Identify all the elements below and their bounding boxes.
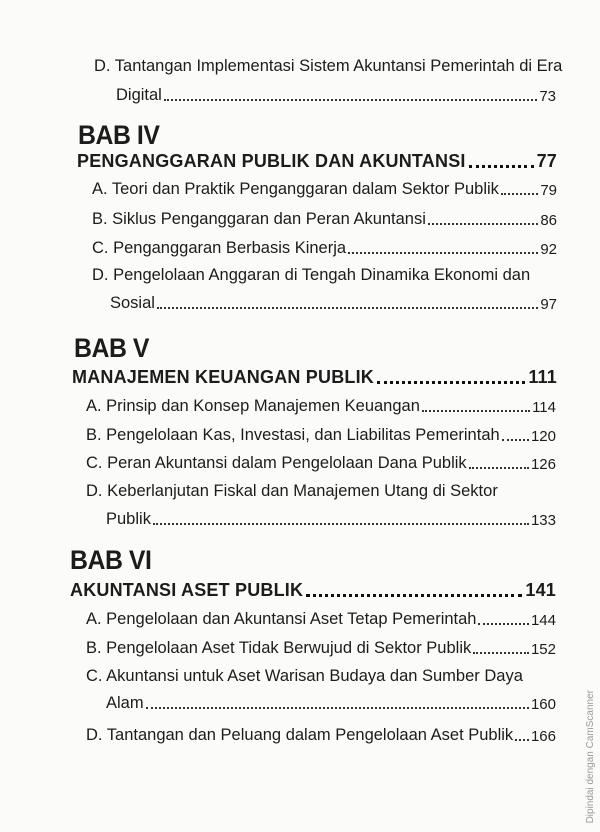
toc-item-bab5-c[interactable] — [86, 454, 556, 473]
dot-leader — [157, 307, 538, 309]
toc-item-bab6-b[interactable] — [86, 639, 556, 658]
dot-leader — [164, 99, 537, 101]
dot-leader — [306, 594, 522, 597]
chapter-title-bab6[interactable] — [70, 580, 556, 601]
page-number: 97 — [540, 296, 557, 313]
toc-item-bab4-d[interactable] — [110, 294, 557, 313]
chapter-heading-bab6: BAB VI — [70, 545, 152, 575]
page-number: 92 — [540, 241, 557, 258]
page-number: 166 — [530, 728, 556, 745]
page-number: 114 — [532, 399, 556, 416]
toc-item-bab4-a[interactable] — [92, 180, 557, 199]
chapter-title: MANAJEMEN KEUANGAN PUBLIK — [72, 367, 375, 387]
dot-leader — [478, 623, 528, 625]
scanner-watermark: Dipindai dengan CamScanner — [585, 690, 596, 824]
toc-item-bab4-b[interactable] — [92, 210, 557, 229]
toc-item-label: D. Tantangan dan Peluang dalam Pengelolaan Aset Publik — [86, 726, 514, 744]
toc-item-label: A. Pengelolaan dan Akuntansi Aset Tetap Pemerintah — [86, 610, 477, 628]
toc-item-label: C. Penganggaran Berbasis Kinerja — [92, 239, 347, 257]
dot-leader — [469, 467, 529, 469]
toc-item-bab6-a[interactable] — [86, 610, 556, 629]
toc-item-bab6-c-line1: C. Akuntansi untuk Aset Warisan Budaya dan Sumber Daya — [86, 667, 523, 685]
toc-item-label: B. Siklus Penganggaran dan Peran Akuntansi — [92, 210, 426, 228]
dot-leader — [348, 252, 538, 254]
toc-item-label: A. Teori dan Praktik Penganggaran dalam Sektor Publik — [92, 180, 499, 198]
toc-item-bab3-d[interactable] — [116, 86, 556, 105]
page-number: 120 — [530, 428, 556, 445]
toc-item-bab5-b[interactable] — [86, 426, 556, 445]
chapter-heading-bab5: BAB V — [74, 333, 149, 363]
toc-item-bab5-d-line1: D. Keberlanjutan Fiskal dan Manajemen Utang di Sektor — [86, 482, 498, 500]
toc-item-bab4-c[interactable] — [92, 239, 557, 258]
page-number: 77 — [536, 151, 557, 171]
chapter-heading-bab4: BAB IV — [78, 120, 160, 150]
dot-leader — [377, 381, 525, 384]
toc-item-bab4-d-line1: D. Pengelolaan Anggaran di Tengah Dinamika Ekonomi dan — [92, 266, 531, 284]
toc-item-label: Digital — [116, 86, 162, 104]
toc-item-label: Alam — [106, 694, 144, 712]
dot-leader — [515, 739, 529, 741]
dot-leader — [422, 410, 530, 412]
chapter-title: AKUNTANSI ASET PUBLIK — [70, 580, 304, 600]
toc-item-bab5-d[interactable] — [106, 510, 556, 529]
page-number: 152 — [530, 641, 556, 658]
page-number: 79 — [540, 182, 557, 199]
toc-item-bab5-a[interactable] — [86, 397, 556, 416]
chapter-title: PENGANGGARAN PUBLIK DAN AKUNTANSI — [77, 151, 466, 171]
dot-leader — [502, 439, 529, 441]
dot-leader — [473, 652, 529, 654]
chapter-title-bab5[interactable] — [72, 367, 557, 388]
page-number: 141 — [525, 580, 556, 600]
page-number: 111 — [528, 367, 557, 387]
page-number: 126 — [530, 456, 556, 473]
toc-item-label: B. Pengelolaan Aset Tidak Berwujud di Sektor Publik — [86, 639, 472, 657]
page-number: 160 — [530, 696, 556, 713]
toc-item-label: Publik — [106, 510, 151, 528]
toc-item-label: C. Peran Akuntansi dalam Pengelolaan Dana Publik — [86, 454, 467, 472]
page-number: 86 — [540, 212, 557, 229]
dot-leader — [501, 193, 538, 195]
page-number: 73 — [539, 88, 556, 105]
chapter-title-bab4[interactable] — [77, 151, 557, 172]
page-number: 133 — [530, 512, 556, 529]
dot-leader — [153, 523, 529, 525]
toc-item-label: Sosial — [110, 294, 155, 312]
dot-leader — [146, 707, 529, 709]
dot-leader — [469, 165, 534, 168]
page-number: 144 — [530, 612, 556, 629]
dot-leader — [428, 223, 538, 225]
toc-item-bab6-c[interactable] — [106, 694, 556, 713]
toc-item-label: A. Prinsip dan Konsep Manajemen Keuangan — [86, 397, 420, 415]
toc-item-label: B. Pengelolaan Kas, Investasi, dan Liabilitas Pemerintah — [86, 426, 500, 444]
toc-item-bab3-d-line1: D. Tantangan Implementasi Sistem Akuntansi Pemerintah di Era — [94, 57, 563, 75]
toc-item-bab6-d[interactable] — [86, 726, 556, 745]
